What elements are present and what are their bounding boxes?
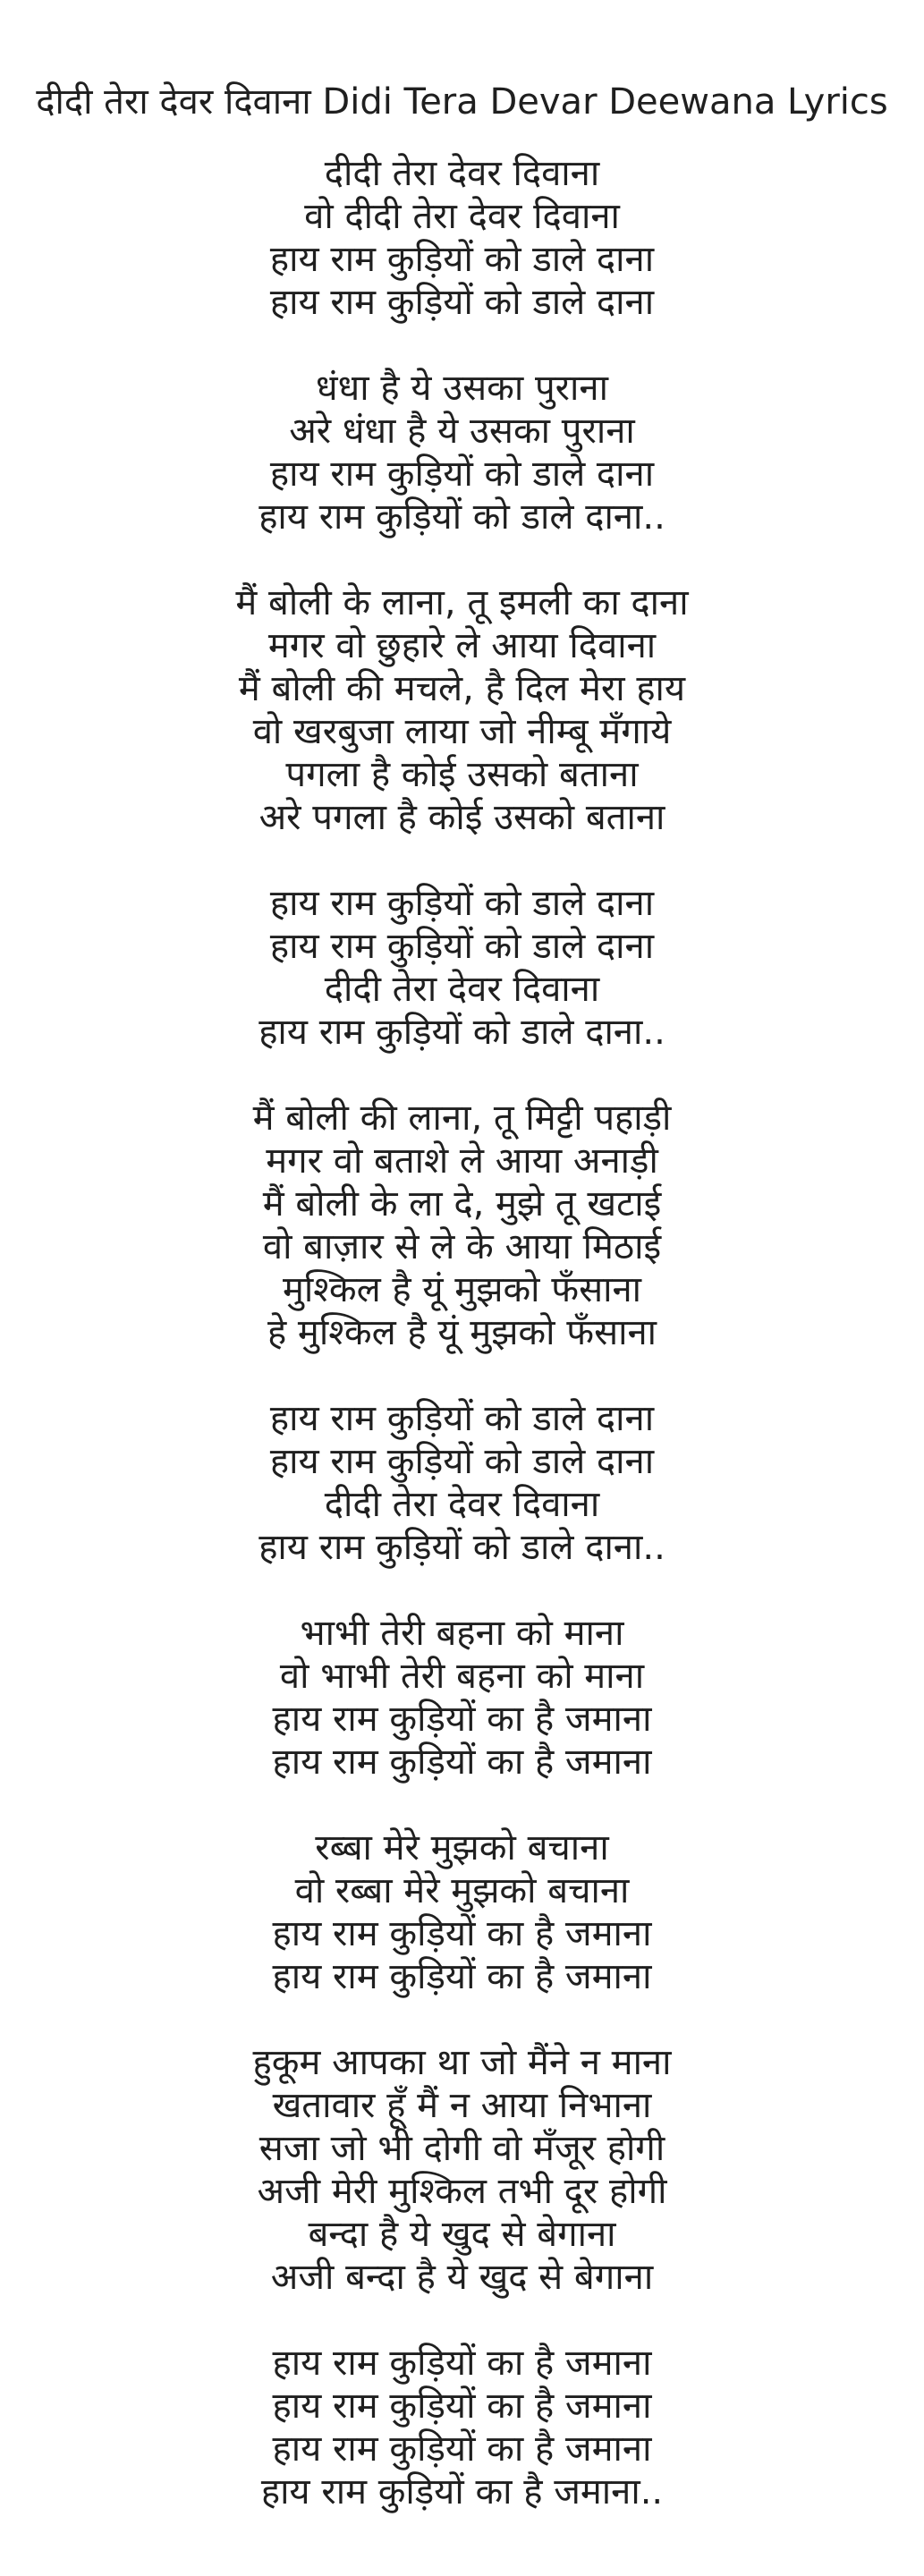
lyric-line: हुकूम आपका था जो मैंने न माना — [252, 2042, 672, 2083]
lyric-line: हाय राम कुड़ियों को डाले दाना — [269, 883, 655, 924]
lyric-line: अरे धंधा है ये उसका पुराना — [289, 411, 635, 452]
lyric-line: हे मुश्किल है यूं मुझको फँसाना — [267, 1312, 657, 1353]
stanza-4 — [0, 882, 924, 1054]
page-title: दीदी तेरा देवर दिवाना Didi Tera Devar Deewana Lyrics — [36, 81, 888, 123]
lyric-line: हाय राम कुड़ियों का है जमाना.. — [260, 2471, 664, 2512]
lyric-line: वो बाज़ार से ले के आया मिठाई — [262, 1226, 662, 1267]
lyric-line: वो रब्बा मेरे मुझको बचाना — [294, 1870, 630, 1911]
lyric-line: हाय राम कुड़ियों का है जमाना — [272, 1913, 652, 1954]
lyric-line: बन्दा है ये खुद से बेगाना — [308, 2214, 616, 2255]
lyric-line: दीदी तेरा देवर दिवाना — [324, 969, 600, 1010]
lyric-line: हाय राम कुड़ियों को डाले दाना — [269, 239, 655, 280]
lyric-line: हाय राम कुड़ियों का है जमाना — [272, 2343, 652, 2384]
stanza-1 — [0, 152, 924, 324]
lyric-line: मैं बोली की लाना, तू मिट्टी पहाड़ी — [252, 1097, 672, 1139]
lyric-line: हाय राम कुड़ियों को डाले दाना.. — [259, 1012, 665, 1053]
lyric-line: हाय राम कुड़ियों को डाले दाना.. — [259, 1527, 665, 1568]
lyric-line: हाय राम कुड़ियों का है जमाना — [272, 2428, 652, 2470]
stanza-7 — [0, 1612, 924, 1784]
lyric-line: अजी बन्दा है ये खुद से बेगाना — [270, 2257, 654, 2298]
lyric-line: मैं बोली के ला दे, मुझे तू खटाई — [262, 1183, 662, 1224]
lyric-line: धंधा है ये उसका पुराना — [316, 368, 608, 409]
lyric-line: हाय राम कुड़ियों को डाले दाना — [269, 282, 655, 323]
lyric-line: भाभी तेरी बहना को माना — [300, 1613, 624, 1654]
stanza-2 — [0, 367, 924, 538]
lyric-line: मैं बोली की मचले, है दिल मेरा हाय — [238, 668, 686, 709]
lyric-line: मैं बोली के लाना, तू इमली का दाना — [235, 582, 689, 623]
lyric-line: खतावार हूँ मैं न आया निभाना — [272, 2085, 652, 2126]
lyric-line: हाय राम कुड़ियों को डाले दाना — [269, 1398, 655, 1439]
lyric-line: वो दीदी तेरा देवर दिवाना — [304, 196, 620, 237]
lyric-line: दीदी तेरा देवर दिवाना — [324, 153, 600, 194]
lyric-line: सजा जो भी दोगी वो मँजूर होगी — [259, 2128, 665, 2169]
lyric-line: मुश्किल है यूं मुझको फँसाना — [282, 1269, 642, 1310]
lyric-line: वो भाभी तेरी बहना को माना — [279, 1656, 645, 1697]
stanza-3 — [0, 581, 924, 839]
lyric-line: हाय राम कुड़ियों का है जमाना — [272, 1956, 652, 1997]
stanza-9 — [0, 2041, 924, 2299]
lyric-line: पगला है कोई उसको बताना — [285, 754, 639, 795]
lyric-line: हाय राम कुड़ियों को डाले दाना — [269, 453, 655, 495]
stanza-10 — [0, 2342, 924, 2513]
lyric-line: हाय राम कुड़ियों को डाले दाना — [269, 1441, 655, 1482]
lyric-line: हाय राम कुड़ियों को डाले दाना.. — [259, 496, 665, 538]
lyric-line: अजी मेरी मुश्किल तभी दूर होगी — [257, 2171, 667, 2212]
lyric-line: हाय राम कुड़ियों का है जमाना — [272, 2385, 652, 2427]
stanza-6 — [0, 1397, 924, 1569]
lyric-line: मगर वो छुहारे ले आया दिवाना — [267, 625, 657, 666]
lyrics-body — [0, 152, 924, 2513]
lyric-line: अरे पगला है कोई उसको बताना — [259, 797, 665, 838]
lyric-line: वो खरबुजा लाया जो नीम्बू मँगाये — [252, 711, 672, 752]
lyric-line: हाय राम कुड़ियों को डाले दाना — [269, 926, 655, 967]
lyric-line: दीदी तेरा देवर दिवाना — [324, 1484, 600, 1525]
lyric-line: हाय राम कुड़ियों का है जमाना — [272, 1699, 652, 1740]
lyric-line: हाय राम कुड़ियों का है जमाना — [272, 1741, 652, 1783]
lyric-line: मगर वो बताशे ले आया अनाड़ी — [266, 1140, 658, 1182]
lyric-line: रब्बा मेरे मुझको बचाना — [315, 1827, 609, 1868]
stanza-8 — [0, 1826, 924, 1998]
stanza-5 — [0, 1097, 924, 1354]
